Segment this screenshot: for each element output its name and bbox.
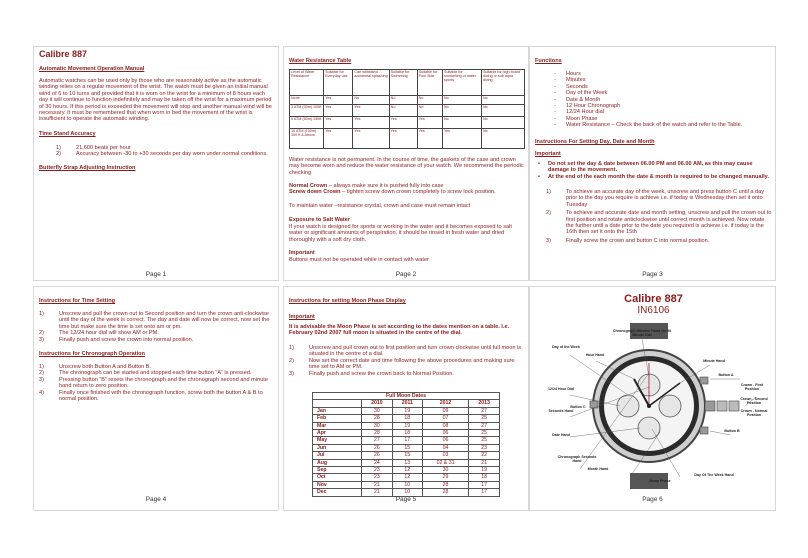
label-seconds-hand: Seconds Hand [548, 409, 574, 413]
table-row: Full Moon Dates [313, 393, 500, 400]
label-chrono-seconds: Chronograph Seconds Hand [557, 455, 597, 463]
setting-heading: Instructions For Setting Day, Date and Month [535, 139, 655, 145]
page-number: Page 3 [642, 271, 663, 278]
list-item: 2) Now set the correct date and time following the above procedures and making sure time set to AM or PM. [289, 357, 515, 371]
list-item: 3) Finally screw the crown and button C into normal position. [546, 237, 710, 244]
table-row: None Yes No No No No No [290, 96, 525, 105]
screw-crown-label: Screw down Crown [289, 189, 341, 196]
table-row: 10 ATM (100m) 300 ft & Above Yes Yes Yes Yes Yes No [290, 129, 525, 149]
time-heading: Instructions for Time Setting [39, 298, 116, 304]
full-moon-table [312, 392, 500, 497]
subdial-left [617, 395, 639, 417]
list-item: 1) 21,600 beats per hour [56, 145, 131, 151]
page-6-panel [529, 286, 776, 511]
label-crown-second: Crown - Second Position [740, 397, 768, 405]
functions-heading: Functions [535, 58, 562, 64]
table-row: 5 ATM (50m) 150ft Yes Yes Yes Yes No No [290, 117, 525, 129]
table-row: Jan 30 19 09 27 [313, 407, 500, 414]
chrono-steps [39, 364, 275, 402]
list-item: 1) Unscrew both Button A and Button B. [39, 364, 152, 370]
table-row: Nov 21 10 28 17 [313, 481, 500, 488]
table-row: Mar 30 19 08 27 [313, 422, 500, 429]
maintain-text: To maintain water –resistance crystal, crown and case must remain intact [289, 203, 471, 209]
crown-position-2 [717, 401, 727, 411]
list-item: 4) Finally once finished with the chronograph function, screw both the button A & B to normal position. [39, 389, 263, 403]
page-number: Page 2 [395, 271, 417, 278]
moon-steps [289, 345, 525, 377]
list-item: - Date & Month [554, 96, 601, 103]
table-row: 3 ATM (30m) 100ft Yes Yes No No No No [290, 105, 525, 117]
manual-text: Automatic watches can be used only by those who are reasonably active as the automatic winding relies on a regular movement of the wrist. The watch must be given an initial manual wind of 6 to 10 turns and provided that it is worn on the wrist for a minimum of 8 hours each day it will continue to function indefinitely and may be taken off the wrist for a maximum period of 30 hours. If this period is exceeded the movement will stop and another manual wind will be necessary. It must be remembered that when worn in bed the movement of the wrist is insufficient to operate the automatic winding. [39, 78, 272, 123]
table-row: Level of Water Resistance Suitable for Everyday use Can withstand accidental splashing Suitable for Swimming Suitable for Pool Side Suitable for snorkelling or water sports Suitable for high board diving or sub aqua diving [290, 70, 525, 96]
accuracy-heading: Time Stand Accuracy [39, 131, 96, 137]
table-row: Jun 26 15 04 23 [313, 444, 500, 451]
page-2-panel [283, 46, 529, 281]
table-row: Feb 28 18 07 25 [313, 415, 500, 422]
page-5-panel [283, 286, 529, 511]
important-heading: Important [289, 314, 315, 320]
page-number: Page 5 [395, 496, 417, 503]
list-item: - Moon Phase [554, 115, 598, 122]
water-resistance-table [289, 69, 525, 149]
list-item: 1) Unscrew and pull crown out to first position and turn crown clockwise until full moon is situated in the centre of a dial. [289, 345, 522, 358]
center-pin [647, 404, 651, 408]
label-moon-phase: Moon Phase [649, 479, 671, 483]
list-item: 1) Unscrew and pull the crown out to Second position and turn the crown anti-clockwise until the day of the week is correct. The day and date will now be correct, now set the time but make sure the time is set onto am or pm. [39, 311, 270, 330]
list-item: - Minutes [554, 77, 586, 84]
list-item: - 12 Hour Chronograph [554, 103, 621, 110]
setting-steps [546, 189, 772, 244]
normal-crown-label: Normal Crown [289, 183, 328, 189]
crown-info: Normal Crown – always make sure it is pushed fully into case Screw down Crown – tighten screw down crown completely to screw lock position. [289, 183, 496, 196]
list-item: • Do not set the day & date between 06.00 PM and 06.00 AM, as this may cause damage to the movement. [538, 161, 753, 174]
list-item: - Day of the Week [554, 90, 608, 97]
list-item: • At the end of the each month the date & month is required to be changed manually. [538, 173, 769, 180]
label-crown-first: Crown - First Position [740, 383, 764, 391]
page-4-panel [33, 286, 279, 511]
accuracy-list [56, 145, 276, 158]
page-1-panel [33, 46, 279, 281]
subdial-bottom [638, 417, 660, 439]
important-text: It is advisable the Moon Phase is set according to the dates mention on a table. I.e. February 02nd 2007 full moon is situated in the centre of the dial. [289, 324, 510, 337]
list-item: - 12/24 Hour dial [554, 109, 604, 116]
chrono-heading: Instructions for Chronograph Operation [39, 351, 145, 357]
list-item: - Hours [554, 71, 581, 77]
strap-heading: Butterfly Strap Adjusting Instruction [39, 165, 136, 171]
list-item: 2) To achieve and accurate date and month setting, unscrew and pull the crown out to first position and rotate anticlockwise until correct month is achieved. Now rotate the further until a date prior to the date you required is achieve i.e. if today is the 16th then set it onto the 15th [546, 210, 772, 236]
important-text: Buttons must not be operated while in contact with water [289, 257, 429, 263]
table-row: Jul 26 15 03 22 [313, 452, 500, 459]
moon-heading: Instructions for setting Moon Phase Display [289, 298, 406, 304]
label-day-hand: Day Of The Week Hand [694, 473, 734, 477]
label-date-hand: Date Hand [552, 433, 570, 437]
list-item: 3) Finally push and screw the crown into normal position. [39, 336, 194, 343]
label-crown-normal: Crown - Normal Position [740, 409, 768, 417]
functions-list [554, 71, 774, 129]
label-dial-1224: 12/24 Hour Dial [548, 387, 574, 391]
label-month-hand: Month Hand [587, 467, 609, 471]
button-b [700, 427, 708, 434]
table-row: May 27 17 06 25 [313, 437, 500, 444]
list-item: 2) Accuracy between -30 to +30 seconds per day worn under normal conditions. [56, 151, 268, 158]
list-item: 1) To achieve an accurate day of the week, unscrew and press button C until a day prior to the day you require is achieve i.e. if today is Wednesday then set it onto Tuesday [546, 189, 765, 208]
list-item: 3) Finally push and screw the crown back to Normal Position. [289, 370, 454, 377]
list-item: 2) The 12/24 hour dial will show AM or PM. [39, 330, 159, 337]
page-number: Page 1 [145, 271, 167, 278]
page-6-subtitle: IN6106 [637, 305, 670, 316]
list-item: 2) The chronograph can be started and stopped each time button “A” is pressed. [39, 370, 252, 377]
salt-heading: Exposure to Salt Water [289, 217, 351, 223]
list-item: 3) Pressing button “B” resets the chronograph and the chronograph second and minute hand return to zero position. [39, 376, 268, 390]
label-minute-hand: Minute Hand [703, 359, 725, 363]
table-row: Sep 23 12 30 19 [313, 467, 500, 474]
label-day-of-week: Day of the Week [552, 345, 580, 349]
table-row: Aug 24 13 02 & 31 21 [313, 459, 500, 466]
page-number: Page 6 [642, 496, 663, 503]
button-a [700, 377, 708, 384]
page-6-title: Calibre 887 [624, 293, 683, 305]
important-heading: Important [289, 250, 315, 256]
label-button-c: Button C [570, 405, 586, 409]
water-table-heading: Water Resistance Table [289, 58, 352, 64]
page-3-panel [529, 46, 776, 281]
table-row: Dec 21 10 28 17 [313, 489, 500, 496]
time-steps [39, 311, 275, 343]
important-heading: Important [535, 151, 561, 157]
page-1-title: Calibre 887 [39, 49, 88, 59]
watch-diagram [530, 317, 776, 497]
salt-text: If your watch is designed for sports or working in the water and it becomes exposed to salt water or significant amounts of perspiration, it should be rinsed in fresh water and dried thoroughly with a soft dry cloth. [289, 224, 512, 243]
page-number: Page 4 [145, 496, 167, 503]
label-button-a: Button A [718, 373, 734, 377]
manual-heading: Automatic Movement Operation Manual [39, 66, 145, 72]
table-row: 2010 2011 2012 2013 [313, 400, 500, 407]
table-row: Apr 28 18 06 25 [313, 430, 500, 437]
crown [705, 401, 715, 411]
important-bullets [538, 161, 772, 180]
list-item: - Water Resistance – Check the back of the watch and refer to the Table. [554, 122, 743, 129]
list-item: - Seconds [554, 83, 588, 90]
subdial-right [659, 395, 681, 417]
label-hour-hand: Hour Hand [585, 353, 605, 357]
water-para: Water resistance is not permanent. In the course of time, the gaskets of the case and crown may become worn and reduce the water resistance of your watch. We recommend the periodic checking [289, 157, 524, 176]
label-chrono-minute: Chronograph Minutes Hand On 30 Minute Dial [612, 329, 672, 337]
label-button-b: Button B [724, 429, 740, 433]
table-row: Oct 23 12 29 18 [313, 474, 500, 481]
